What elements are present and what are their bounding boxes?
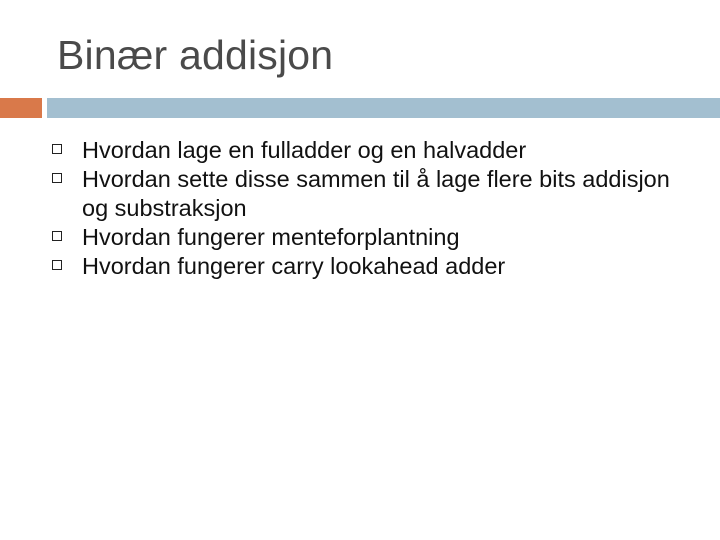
hollow-square-icon (52, 144, 62, 154)
slide-title: Binær addisjon (57, 32, 334, 78)
bullet-text: Hvordan fungerer carry lookahead adder (82, 253, 506, 279)
bullet-list (52, 136, 692, 281)
accent-bar (0, 98, 42, 118)
hollow-square-icon (52, 173, 62, 183)
bullet-item (52, 223, 692, 252)
bullet-item (52, 136, 692, 165)
bullet-text: Hvordan sette disse sammen til å lage flere bits addisjon og substraksjon (82, 166, 670, 221)
title-underline-bar (47, 98, 720, 118)
bullet-item (52, 252, 692, 281)
hollow-square-icon (52, 260, 62, 270)
bullet-item (52, 165, 692, 223)
hollow-square-icon (52, 231, 62, 241)
bullet-text: Hvordan fungerer menteforplantning (82, 224, 460, 250)
bullet-text: Hvordan lage en fulladder og en halvadder (82, 137, 527, 163)
